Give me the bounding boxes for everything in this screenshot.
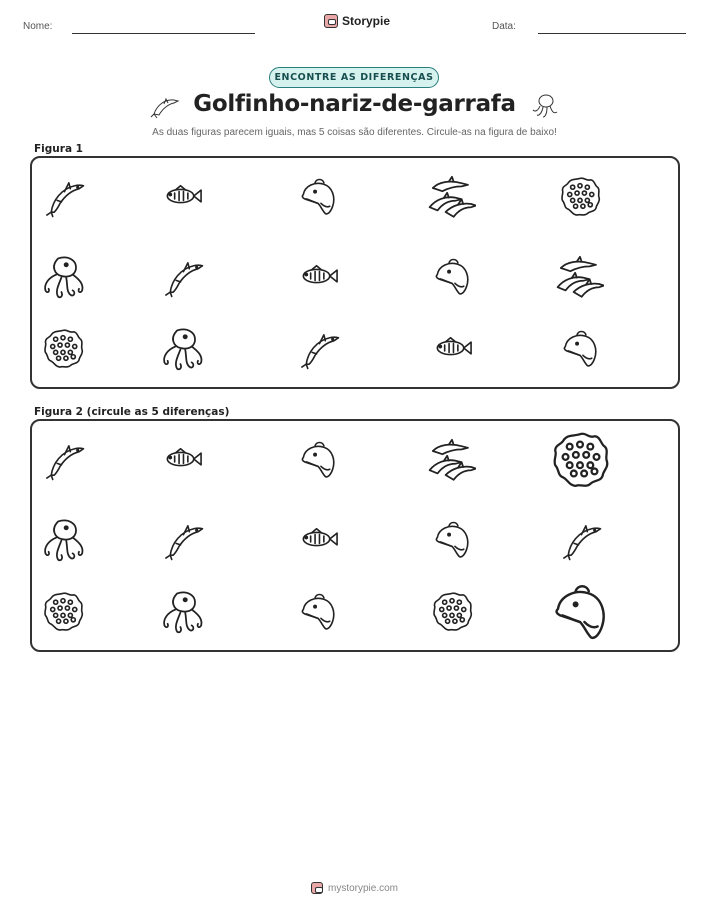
dolphin-head-icon xyxy=(296,589,340,633)
dolphin-head-icon xyxy=(430,517,474,561)
dolphin-head-icon xyxy=(558,326,602,370)
date-label: Data: xyxy=(492,21,516,32)
name-label: Nome: xyxy=(23,21,53,32)
octopus-icon xyxy=(158,324,206,372)
figure-2-coral-r3c4[interactable] xyxy=(430,589,474,633)
fish-icon xyxy=(296,517,340,561)
dolphin-head-large-icon xyxy=(547,578,613,644)
spot-the-difference-badge: ENCONTRE AS DIFERENÇAS xyxy=(269,67,439,88)
figure-1-fish-r2c3 xyxy=(296,254,340,298)
figure-2-coral-large-r1c5[interactable] xyxy=(549,428,611,490)
figure-1-dolphin-jumping-r3c3 xyxy=(296,326,340,370)
figure-1-coral-r1c5 xyxy=(558,174,602,218)
name-field-line[interactable] xyxy=(72,33,255,34)
dolphin-head-icon xyxy=(430,254,474,298)
figure-1-octopus-r3c2 xyxy=(158,324,206,372)
fish-icon xyxy=(160,174,204,218)
footer-site: mystorypie.com xyxy=(327,882,398,894)
fish-icon xyxy=(430,326,474,370)
brand-header xyxy=(324,14,390,28)
figure-2-panel[interactable] xyxy=(30,419,680,652)
page-title: Golfinho-nariz-de-garrafa xyxy=(193,91,516,117)
figure-1-dolphin-head-r1c3 xyxy=(296,174,340,218)
dolphin-jumping-icon xyxy=(160,254,204,298)
dolphin-group-icon xyxy=(428,172,476,220)
brand-name: Storypie xyxy=(342,14,391,28)
fish-icon xyxy=(160,437,204,481)
figure-1-dolphin-jumping-r1c1 xyxy=(41,174,85,218)
instructions: As duas figuras parecem iguais, mas 5 coisas são diferentes. Circule-as na figura de baixo! xyxy=(152,127,557,138)
dolphin-jumping-icon xyxy=(558,517,602,561)
octopus-icon xyxy=(39,252,87,300)
dolphin-jumping-icon xyxy=(41,174,85,218)
figure-1-label: Figura 1 xyxy=(34,143,83,155)
figure-1-octopus-r2c1 xyxy=(39,252,87,300)
figure-2-dolphin-group-r1c4[interactable] xyxy=(428,435,476,483)
coral-icon xyxy=(41,589,85,633)
coral-icon xyxy=(430,589,474,633)
coral-icon xyxy=(41,326,85,370)
date-field-line[interactable] xyxy=(538,33,686,34)
figure-2-dolphin-jumping-r2c5[interactable] xyxy=(558,517,602,561)
figure-2-dolphin-head-r1c3[interactable] xyxy=(296,437,340,481)
figure-2-octopus-r3c2[interactable] xyxy=(158,587,206,635)
figure-1-dolphin-jumping-r2c2 xyxy=(160,254,204,298)
figure-1-panel xyxy=(30,156,680,389)
figure-2-octopus-r2c1[interactable] xyxy=(39,515,87,563)
figure-2-dolphin-jumping-r1c1[interactable] xyxy=(41,437,85,481)
figure-2-dolphin-head-r3c3[interactable] xyxy=(296,589,340,633)
dolphin-head-icon xyxy=(296,174,340,218)
dolphin-head-icon xyxy=(296,437,340,481)
figure-2-dolphin-head-large-r3c5[interactable] xyxy=(547,578,613,644)
figure-1-coral-r3c1 xyxy=(41,326,85,370)
dolphin-group-icon xyxy=(428,435,476,483)
figure-1-dolphin-head-r3c5 xyxy=(558,326,602,370)
figure-2-fish-r2c3[interactable] xyxy=(296,517,340,561)
figure-2-dolphin-jumping-r2c2[interactable] xyxy=(160,517,204,561)
coral-large-icon xyxy=(549,428,611,490)
octopus-icon xyxy=(39,515,87,563)
fish-icon xyxy=(296,254,340,298)
storypie-logo-icon xyxy=(324,14,338,28)
dolphin-jumping-icon xyxy=(41,437,85,481)
figure-1-dolphin-group-r2c5 xyxy=(556,252,604,300)
octopus-icon xyxy=(158,587,206,635)
coral-icon xyxy=(558,174,602,218)
footer xyxy=(0,882,709,894)
figure-2-label: Figura 2 (circule as 5 diferenças) xyxy=(34,406,230,418)
figure-2-dolphin-head-r2c4[interactable] xyxy=(430,517,474,561)
figure-1-dolphin-group-r1c4 xyxy=(428,172,476,220)
figure-1-dolphin-head-r2c4 xyxy=(430,254,474,298)
dolphin-group-icon xyxy=(556,252,604,300)
figure-2-fish-r1c2[interactable] xyxy=(160,437,204,481)
figure-2-coral-r3c1[interactable] xyxy=(41,589,85,633)
storypie-logo-icon xyxy=(311,882,323,894)
dolphin-jumping-icon xyxy=(296,326,340,370)
figure-1-fish-r3c4 xyxy=(430,326,474,370)
dolphin-jumping-icon xyxy=(160,517,204,561)
figure-1-fish-r1c2 xyxy=(160,174,204,218)
